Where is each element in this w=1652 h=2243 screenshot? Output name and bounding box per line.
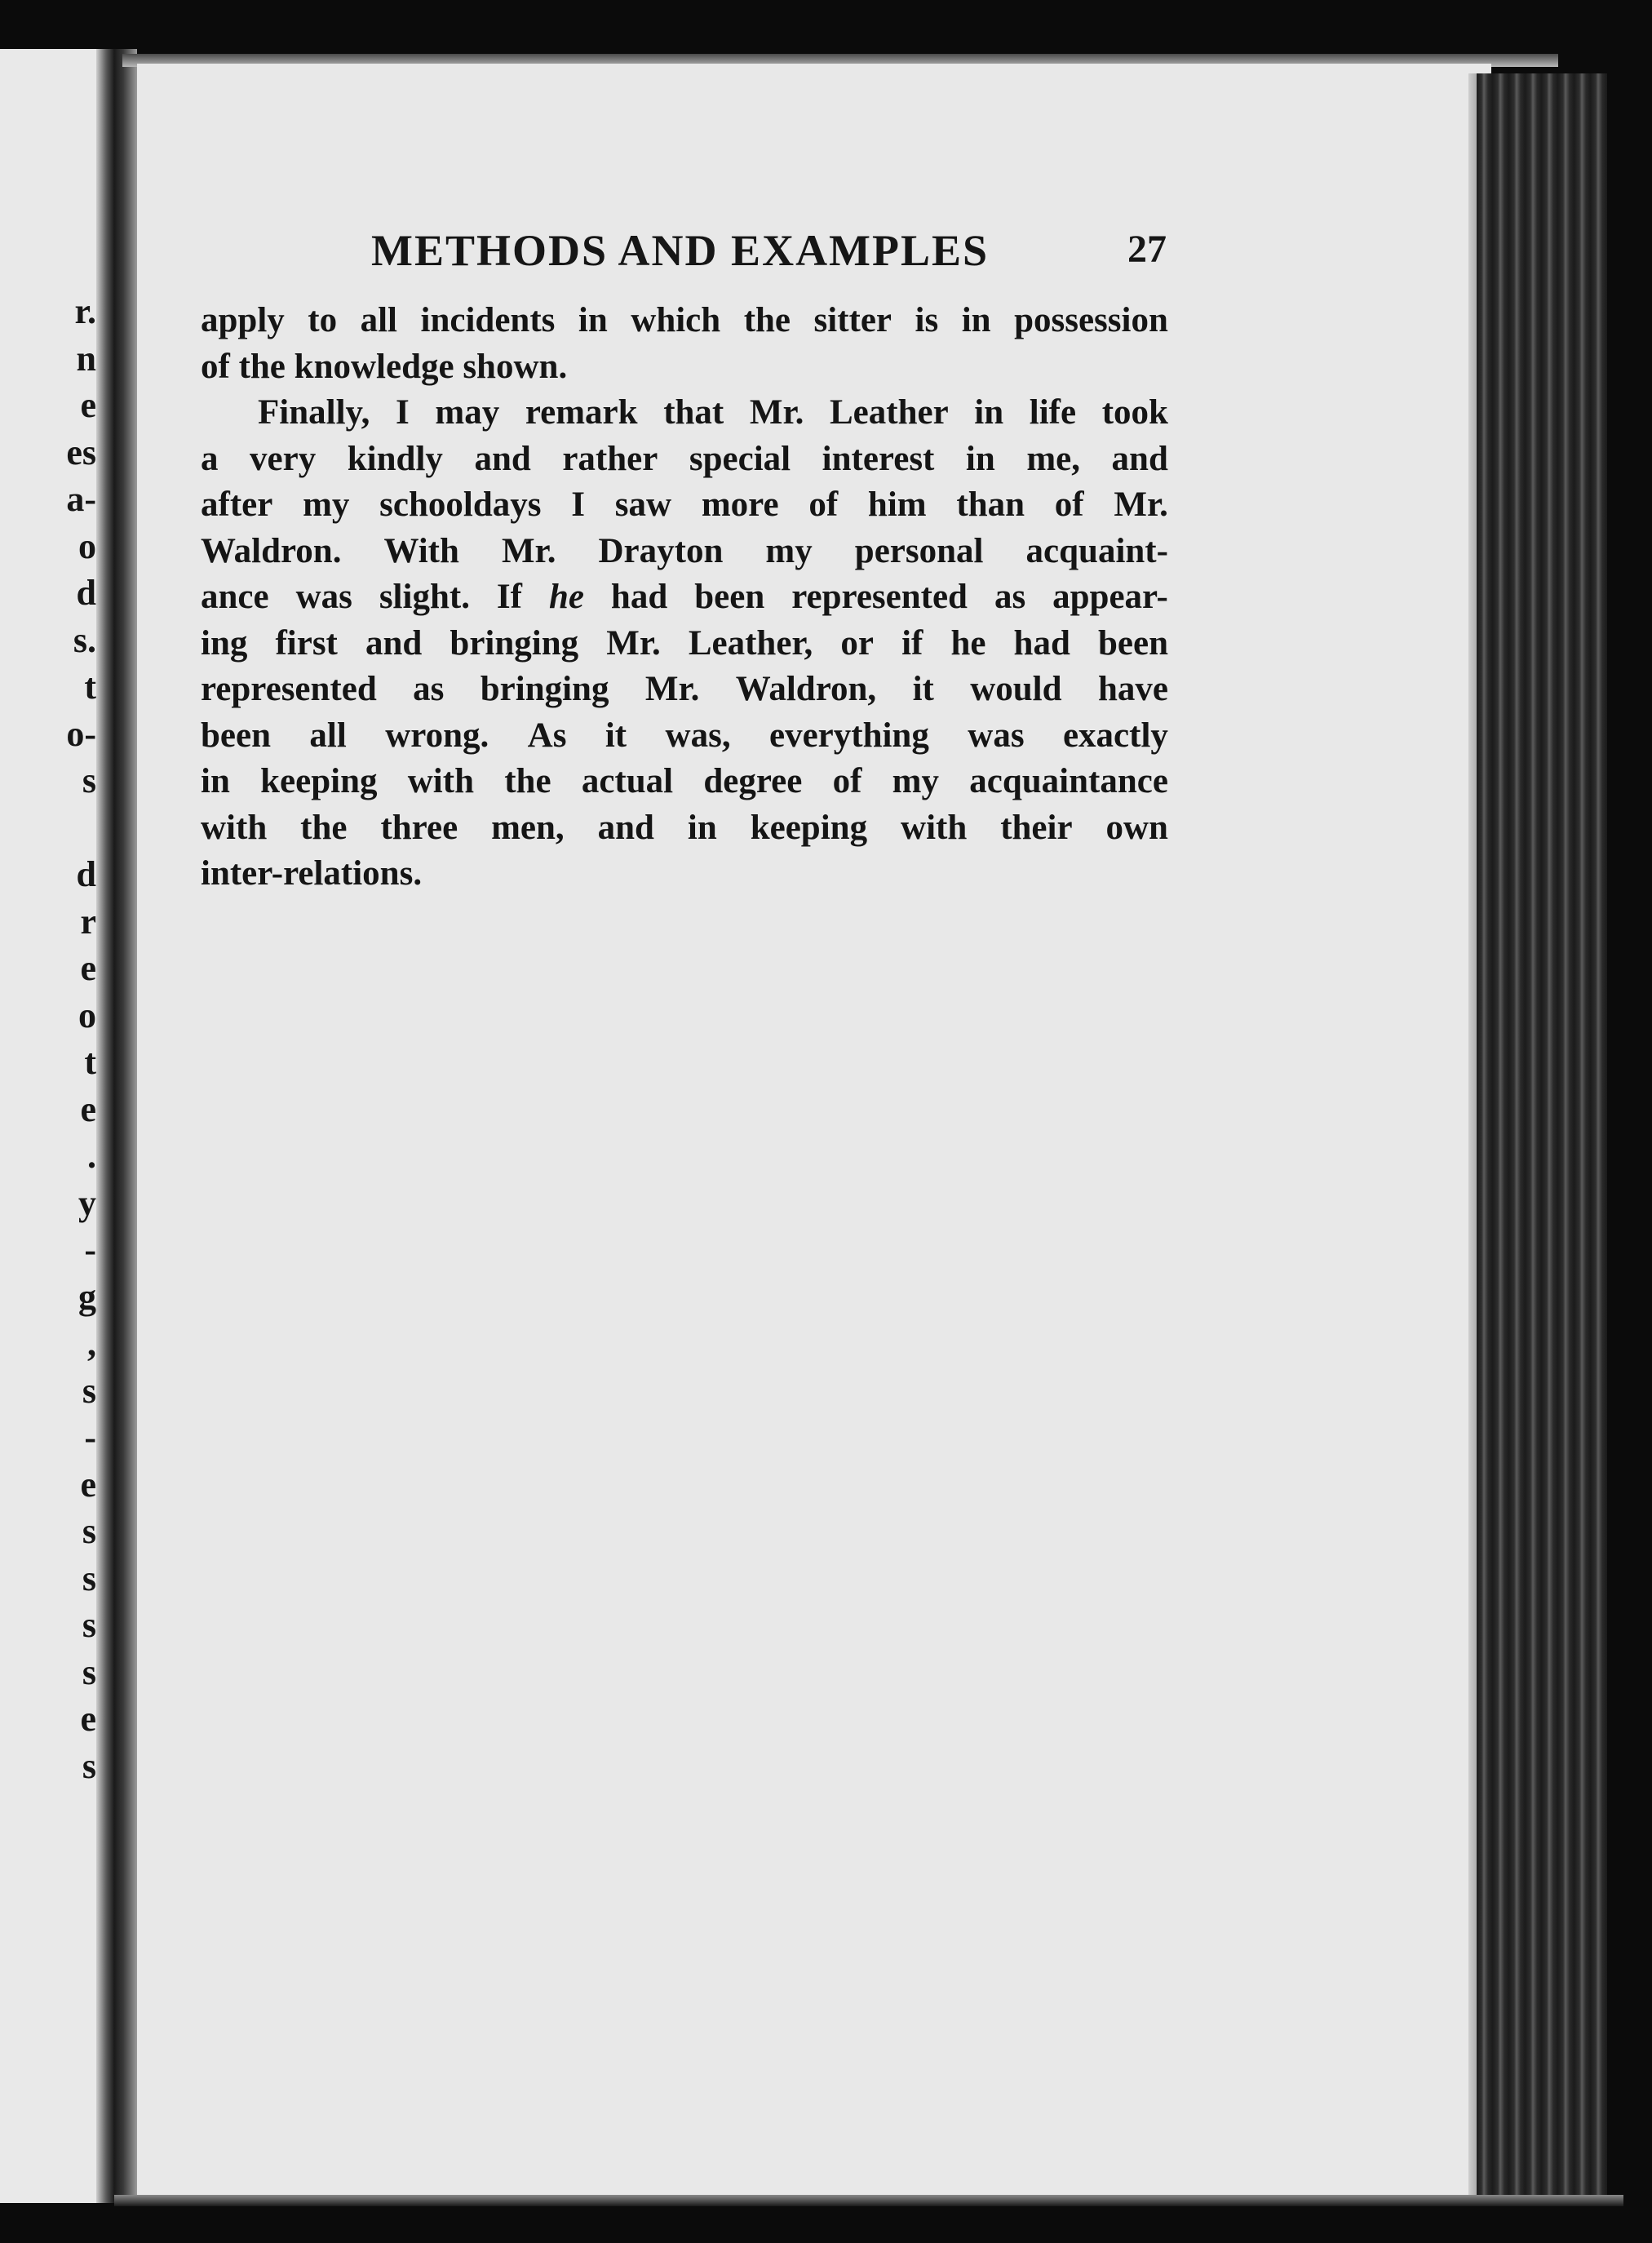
- word: or: [840, 623, 874, 663]
- word: with: [407, 762, 474, 800]
- word: their: [1000, 808, 1073, 847]
- word: the: [300, 808, 348, 847]
- text-line: [201, 759, 1168, 805]
- text-line: [201, 805, 1168, 852]
- word: sitter: [813, 301, 892, 339]
- word: of: [832, 762, 862, 800]
- word: apply: [201, 301, 285, 339]
- word: very: [250, 439, 317, 478]
- word: rather: [562, 439, 658, 478]
- previous-page: [0, 49, 114, 2203]
- word: was: [968, 716, 1025, 755]
- text-line: [201, 390, 1168, 437]
- word: knowledge: [294, 347, 454, 386]
- text-line: [201, 574, 1168, 621]
- word: acquaint-: [1025, 531, 1168, 570]
- previous-page-fragment: e: [80, 948, 96, 988]
- word: special: [689, 439, 791, 478]
- text-line: [201, 344, 1168, 391]
- word: than: [956, 485, 1025, 524]
- word: possession: [1014, 301, 1168, 339]
- word: my: [765, 531, 813, 570]
- word: I: [396, 393, 410, 432]
- word: in: [687, 808, 717, 847]
- word: me,: [1026, 439, 1080, 478]
- word: keeping: [750, 808, 868, 847]
- previous-page-fragment: ,: [87, 1323, 96, 1363]
- word: all: [360, 301, 398, 339]
- word: in: [961, 301, 991, 339]
- word: Mr.: [749, 393, 804, 432]
- word: With: [383, 531, 459, 570]
- previous-page-fragment: y: [78, 1182, 96, 1223]
- previous-page-fragment: s: [82, 1511, 96, 1551]
- word: As: [527, 716, 567, 755]
- word: men,: [491, 808, 565, 847]
- word: have: [1097, 670, 1168, 708]
- word: Leather: [829, 393, 949, 432]
- word: inter-relations.: [201, 854, 423, 893]
- word: actual: [581, 762, 674, 800]
- previous-page-fragment: a-: [66, 479, 96, 519]
- word: been: [694, 578, 765, 616]
- previous-page-fragment: o: [78, 525, 96, 566]
- word: represented: [791, 578, 968, 616]
- word: bringing: [450, 623, 579, 663]
- previous-page-fragment: s: [82, 1558, 96, 1598]
- word: three: [380, 808, 458, 847]
- word: with: [201, 808, 268, 847]
- word: the: [238, 347, 286, 386]
- word: if: [901, 623, 923, 663]
- previous-page-fragment: e: [80, 385, 96, 425]
- word: keeping: [260, 762, 378, 800]
- word: in: [965, 439, 995, 478]
- previous-page-fragment: s: [82, 1370, 96, 1411]
- word: schooldays: [379, 485, 542, 524]
- previous-page-fragment: e: [80, 1464, 96, 1505]
- word: was: [295, 578, 352, 616]
- word: own: [1105, 808, 1168, 847]
- word: appear-: [1052, 578, 1168, 616]
- word: after: [201, 485, 273, 524]
- word: took: [1101, 393, 1168, 432]
- word: Drayton: [598, 531, 724, 570]
- word: that: [663, 393, 724, 432]
- word: Waldron.: [201, 531, 342, 570]
- word: him: [867, 485, 927, 524]
- word: and: [597, 808, 654, 847]
- previous-page-fragment: es: [66, 432, 96, 472]
- text-line: [201, 851, 1168, 898]
- word: and: [1111, 439, 1168, 478]
- word: wrong.: [385, 716, 489, 755]
- word: saw: [614, 485, 672, 524]
- word: kindly: [347, 439, 443, 478]
- previous-page-fragment: s: [82, 760, 96, 800]
- previous-page-fragment: t: [84, 667, 96, 707]
- book-gutter: [114, 49, 137, 2203]
- previous-page-fragment: e: [80, 1699, 96, 1739]
- previous-page-fragment: -: [84, 1417, 96, 1457]
- word: exactly: [1062, 716, 1168, 755]
- book-bottom-edge: [114, 2195, 1623, 2206]
- word: which: [631, 301, 721, 339]
- previous-page-fragment: r.: [74, 291, 96, 331]
- book-fore-edge: [1477, 73, 1607, 2203]
- word: as: [413, 670, 445, 708]
- word: he: [548, 578, 584, 616]
- word: Finally,: [258, 393, 370, 432]
- word: Mr.: [1114, 485, 1168, 524]
- previous-page-fragment: g: [78, 1276, 96, 1317]
- word: Mr.: [644, 670, 700, 708]
- word: acquaintance: [969, 762, 1168, 800]
- word: all: [309, 716, 347, 755]
- word: of: [808, 485, 839, 524]
- body-text: [201, 298, 1168, 898]
- word: been: [201, 716, 271, 755]
- word: may: [435, 393, 500, 432]
- word: of: [1054, 485, 1084, 524]
- running-head-title: METHODS AND EXAMPLES: [371, 226, 990, 275]
- word: he: [950, 623, 986, 663]
- word: my: [892, 762, 939, 800]
- text-line: [201, 482, 1168, 529]
- previous-page-fragment: t: [84, 1042, 96, 1082]
- word: in: [974, 393, 1004, 432]
- word: bringing: [480, 670, 609, 708]
- word: more: [701, 485, 779, 524]
- word: my: [303, 485, 350, 524]
- word: had: [1013, 623, 1070, 663]
- previous-page-fragment: r: [80, 901, 96, 942]
- word: slight.: [379, 578, 470, 616]
- word: Leather,: [688, 623, 813, 663]
- previous-page-fragment: e: [80, 1088, 96, 1129]
- previous-page-fragment: d: [76, 854, 96, 894]
- word: shown.: [463, 347, 568, 386]
- previous-page-text-fragments: [0, 49, 96, 2203]
- word: ance: [201, 578, 269, 616]
- word: personal: [854, 531, 984, 570]
- word: the: [504, 762, 551, 800]
- previous-page-fragment: s.: [73, 619, 96, 660]
- word: in: [578, 301, 608, 339]
- word: to: [308, 301, 338, 339]
- word: I: [571, 485, 586, 524]
- word: life: [1029, 393, 1077, 432]
- word: would: [970, 670, 1062, 708]
- word: with: [901, 808, 968, 847]
- word: the: [743, 301, 791, 339]
- word: a: [201, 439, 219, 478]
- previous-page-fragment: -: [84, 1230, 96, 1270]
- text-line: [201, 529, 1168, 575]
- word: is: [915, 301, 939, 339]
- previous-page-fragment: d: [76, 573, 96, 613]
- word: it: [605, 716, 627, 755]
- word: and: [474, 439, 531, 478]
- word: in: [201, 762, 230, 800]
- word: been: [1097, 623, 1168, 663]
- word: as: [994, 578, 1026, 616]
- previous-page-fragment: s: [82, 1745, 96, 1786]
- text-line: [201, 713, 1168, 760]
- word: remark: [525, 393, 638, 432]
- previous-page-fragment: s: [82, 1605, 96, 1645]
- word: represented: [201, 670, 377, 708]
- previous-page-fragment: .: [87, 1136, 96, 1176]
- word: interest: [822, 439, 935, 478]
- previous-page-fragment: o-: [66, 713, 96, 754]
- previous-page-fragment: o: [78, 995, 96, 1035]
- word: first: [275, 623, 338, 663]
- word: and: [365, 623, 423, 663]
- previous-page-edge-shadow: [96, 49, 114, 2203]
- word: Mr.: [606, 623, 661, 663]
- previous-page-fragment: s: [82, 1651, 96, 1692]
- text-line: [201, 621, 1168, 667]
- word: Waldron,: [735, 670, 877, 708]
- word: everything: [769, 716, 929, 755]
- word: degree: [703, 762, 803, 800]
- word: had: [610, 578, 668, 616]
- word: of: [201, 347, 230, 386]
- page-number: 27: [1127, 228, 1167, 271]
- word: Mr.: [501, 531, 556, 570]
- text-line: [201, 298, 1168, 344]
- previous-page-fragment: n: [76, 338, 96, 379]
- word: was,: [665, 716, 731, 755]
- word: If: [496, 578, 522, 616]
- word: ing: [201, 623, 248, 663]
- word: it: [912, 670, 934, 708]
- word: incidents: [420, 301, 556, 339]
- text-line: [201, 667, 1168, 713]
- text-line: [201, 437, 1168, 483]
